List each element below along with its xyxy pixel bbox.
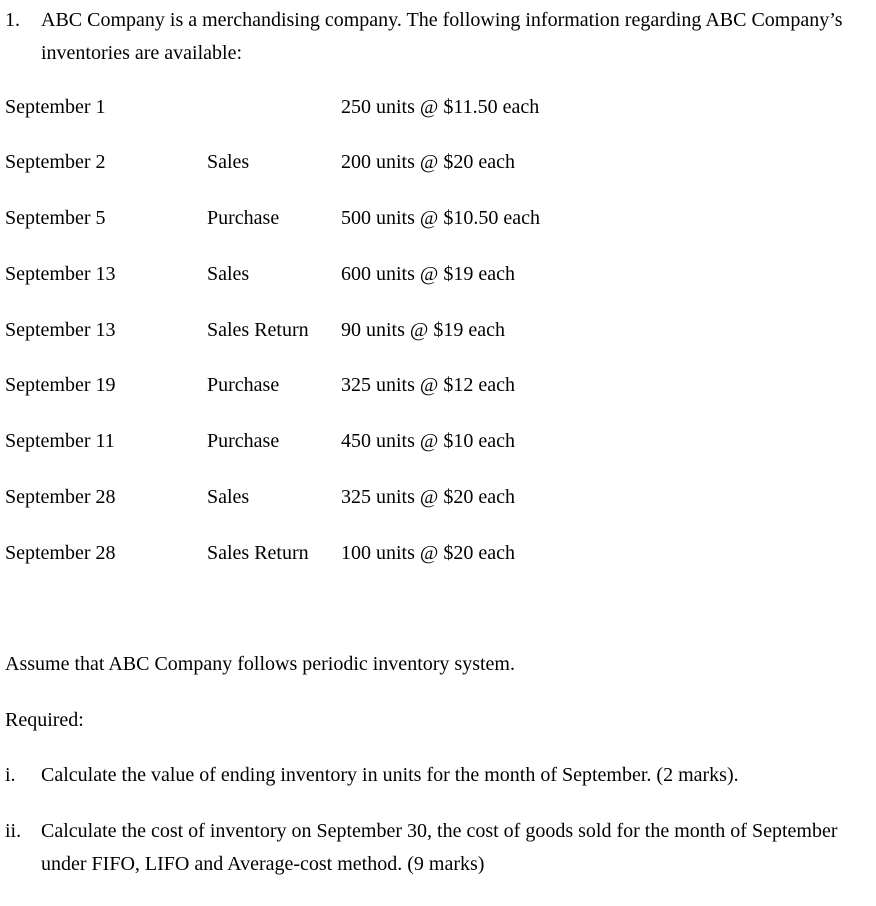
row-type: Sales bbox=[207, 486, 250, 508]
row-detail: 500 units @ $10.50 each bbox=[341, 207, 540, 229]
row-date: September 19 bbox=[5, 374, 116, 396]
row-date: September 1 bbox=[5, 96, 106, 118]
inventory-row bbox=[5, 261, 865, 287]
row-date: September 11 bbox=[5, 430, 115, 452]
row-type: Sales bbox=[207, 151, 250, 173]
requirement-text: Calculate the cost of inventory on September 30, the cost of goods sold for the month of September under FIFO, LIFO and Average-cost method. (9 marks) bbox=[41, 820, 838, 875]
row-date: September 2 bbox=[5, 151, 106, 173]
row-type: Purchase bbox=[207, 207, 280, 229]
row-type: Sales Return bbox=[207, 319, 309, 341]
row-type: Sales Return bbox=[207, 542, 309, 564]
inventory-row bbox=[5, 205, 865, 231]
row-type: Purchase bbox=[207, 430, 280, 452]
requirement-marker: i. bbox=[5, 764, 16, 786]
inventory-row bbox=[5, 372, 865, 398]
row-date: September 13 bbox=[5, 319, 116, 341]
requirement-item bbox=[5, 815, 865, 881]
row-type: Sales bbox=[207, 263, 250, 285]
row-date: September 28 bbox=[5, 542, 116, 564]
inventory-row bbox=[5, 317, 865, 343]
row-detail: 325 units @ $20 each bbox=[341, 486, 515, 508]
assumption-text: Assume that ABC Company follows periodic inventory system. bbox=[5, 653, 515, 675]
row-date: September 13 bbox=[5, 263, 116, 285]
inventory-row bbox=[5, 94, 865, 120]
requirement-marker: ii. bbox=[5, 820, 22, 842]
row-detail: 100 units @ $20 each bbox=[341, 542, 515, 564]
row-date: September 28 bbox=[5, 486, 116, 508]
inventory-row bbox=[5, 540, 865, 566]
requirement-text: Calculate the value of ending inventory in units for the month of September. (2 marks). bbox=[41, 764, 739, 786]
required-label: Required: bbox=[5, 709, 84, 731]
inventory-row bbox=[5, 428, 865, 454]
inventory-row bbox=[5, 484, 865, 510]
row-detail: 325 units @ $12 each bbox=[341, 374, 515, 396]
question-number: 1. bbox=[5, 9, 20, 31]
row-detail: 250 units @ $11.50 each bbox=[341, 96, 540, 118]
row-detail: 600 units @ $19 each bbox=[341, 263, 515, 285]
row-detail: 450 units @ $10 each bbox=[341, 430, 515, 452]
row-detail: 90 units @ $19 each bbox=[341, 319, 505, 341]
requirement-item bbox=[5, 759, 865, 792]
row-detail: 200 units @ $20 each bbox=[341, 151, 515, 173]
question-1 bbox=[5, 4, 865, 70]
question-text: ABC Company is a merchandising company. The following information regarding ABC Company’s inventories are available: bbox=[41, 9, 843, 64]
row-date: September 5 bbox=[5, 207, 106, 229]
row-type: Purchase bbox=[207, 374, 280, 396]
inventory-row bbox=[5, 149, 865, 175]
